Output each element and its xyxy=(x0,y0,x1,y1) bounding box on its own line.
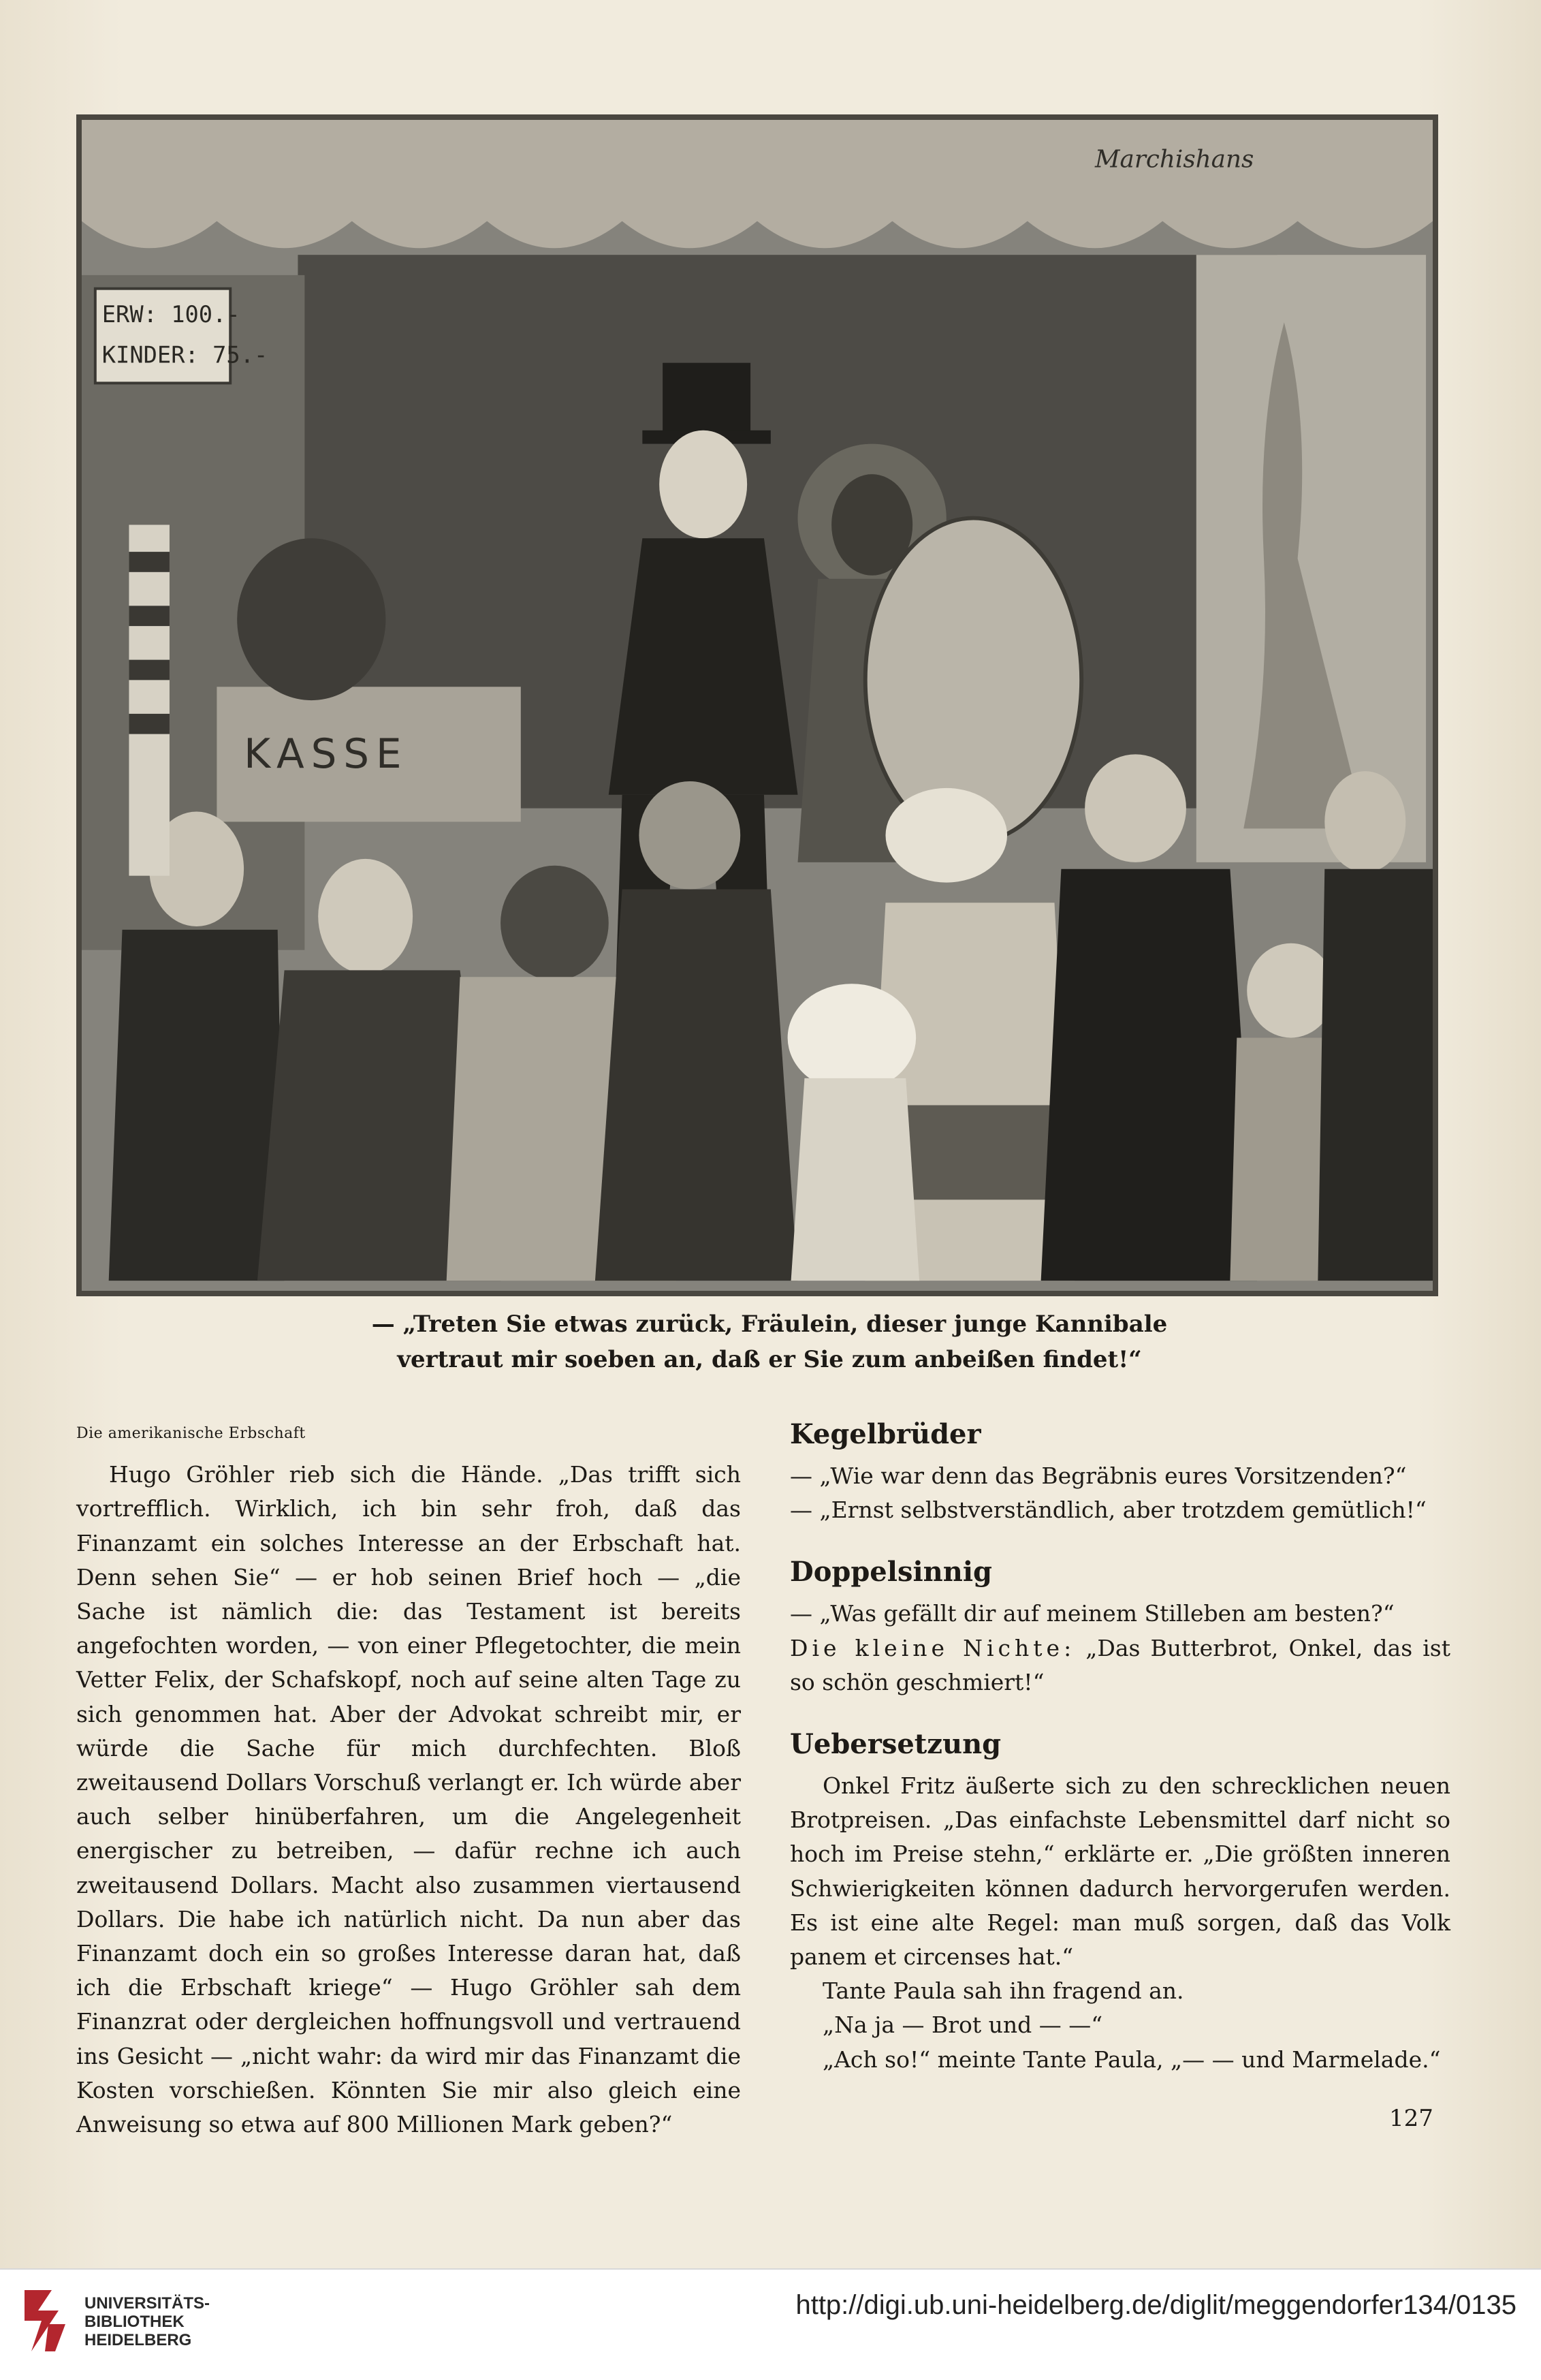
section-gap xyxy=(790,1527,1450,1554)
kasse-sign: KASSE xyxy=(244,731,409,779)
joke-line: „Das Butterbrot, Onkel, das ist so schön geschmiert!“ xyxy=(790,1634,1450,1695)
right-column xyxy=(790,1417,1450,2077)
heading-ueberseztung: Uebersetzung xyxy=(790,1728,1002,1761)
section-gap xyxy=(790,1700,1450,1727)
story-paragraph: Onkel Fritz äußerte sich zu den schrecklichen neuen Brotpreisen. „Das einfachste Lebensmittel darf nicht so hoch im Preise stehn,“ erklärte er. „Die größten inneren Schwierigkeiten können dadurch hervorgerufen werden. Es ist eine alte Regel: man muß sorgen, daß das Volk panem et circenses hat.“ xyxy=(790,1772,1450,1971)
story-paragraph: Tante Paula sah ihn fragend an. xyxy=(823,1977,1184,2005)
library-name-line-1: UNIVERSITÄTS- xyxy=(84,2294,210,2313)
story-paragraph: „Na ja — Brot und — —“ xyxy=(823,2011,1103,2039)
joke-line: — „Ernst selbstverständlich, aber trotzdem gemütlich!“ xyxy=(790,1497,1427,1524)
joke-line: — „Wie war denn das Begräbnis eures Vorsitzenden?“ xyxy=(790,1462,1407,1489)
price-adults: ERW: 100.- xyxy=(101,301,240,328)
joke-line: — „Was gefällt dir auf meinem Stilleben am besten?“ xyxy=(790,1600,1395,1627)
page-number: 127 xyxy=(1389,2105,1433,2132)
story-paragraph: „Ach so!“ meinte Tante Paula, „— — und Marmelade.“ xyxy=(823,2046,1441,2073)
artist-signature: Marchishans xyxy=(1095,145,1254,174)
library-name-line-3: HEIDELBERG xyxy=(84,2331,192,2349)
left-column xyxy=(76,1417,741,2142)
caption-line-1: — „Treten Sie etwas zurück, Fräulein, dieser junge Kannibale xyxy=(371,1311,1168,1338)
library-name-line-2: BIBLIOTHEK xyxy=(84,2313,185,2331)
illustration-caption xyxy=(136,1306,1403,1377)
speaker-label: Die kleine Nichte: xyxy=(790,1634,1076,1661)
caption-line-2: vertraut mir soeben an, daß er Sie zum anbeißen findet!“ xyxy=(397,1346,1142,1373)
illustration xyxy=(76,114,1438,1296)
price-children: KINDER: 75.- xyxy=(101,341,268,369)
joke-dialogue xyxy=(790,1631,1450,1700)
section-label: Die amerikanische Erbschaft xyxy=(76,1425,306,1442)
heading-kegelbrueder: Kegelbrüder xyxy=(790,1418,981,1450)
library-name xyxy=(84,2294,210,2349)
carnival-scene-drawing xyxy=(82,120,1433,1291)
story-paragraph: Hugo Gröhler rieb sich die Hände. „Das trifft sich vortrefflich. Wirklich, ich bin sehr froh, daß das Finanzamt ein solches Interesse an der Erbschaft hat. Denn sehen Sie“ — er hob seinen Brief hoch — „die Sache ist nämlich die: das Testament ist bereits angefochten worden, — von einer Pflegetochter, die mein Vetter Felix, der Schafskopf, noch auf seine alten Tage zu sich genommen hat. Aber der Advokat schreibt mir, er würde die Sache für mich durchfechten. Bloß zweitausend Dollars Vorschuß verlangt er. Ich würde aber auch selber hinüberfahren, um die Angelegenheit energischer zu betreiben, — dafür rechne ich auch zweitausend Dollars. Macht also zusammen viertausend Dollars. Die habe ich natürlich nicht. Da nun aber das Finanzamt doch ein so großes Interesse daran hat, daß ich die Erbschaft kriege“ — Hugo Gröhler sah dem Finanzrat oder dergleichen hoffnungsvoll und vertrauend ins Gesicht — „nicht wahr: da wird mir das Finanzamt die Kosten vorschießen. Könnten Sie mir also gleich eine Anweisung so etwa auf 800 Millionen Mark geben?“ xyxy=(76,1461,741,2138)
library-logo-icon xyxy=(18,2283,72,2358)
heading-doppelsinnig: Doppelsinnig xyxy=(790,1556,992,1588)
library-footer xyxy=(0,2268,1541,2380)
source-url-link[interactable]: http://digi.ub.uni-heidelberg.de/diglit/meggendorfer134/0135 xyxy=(795,2290,1516,2320)
